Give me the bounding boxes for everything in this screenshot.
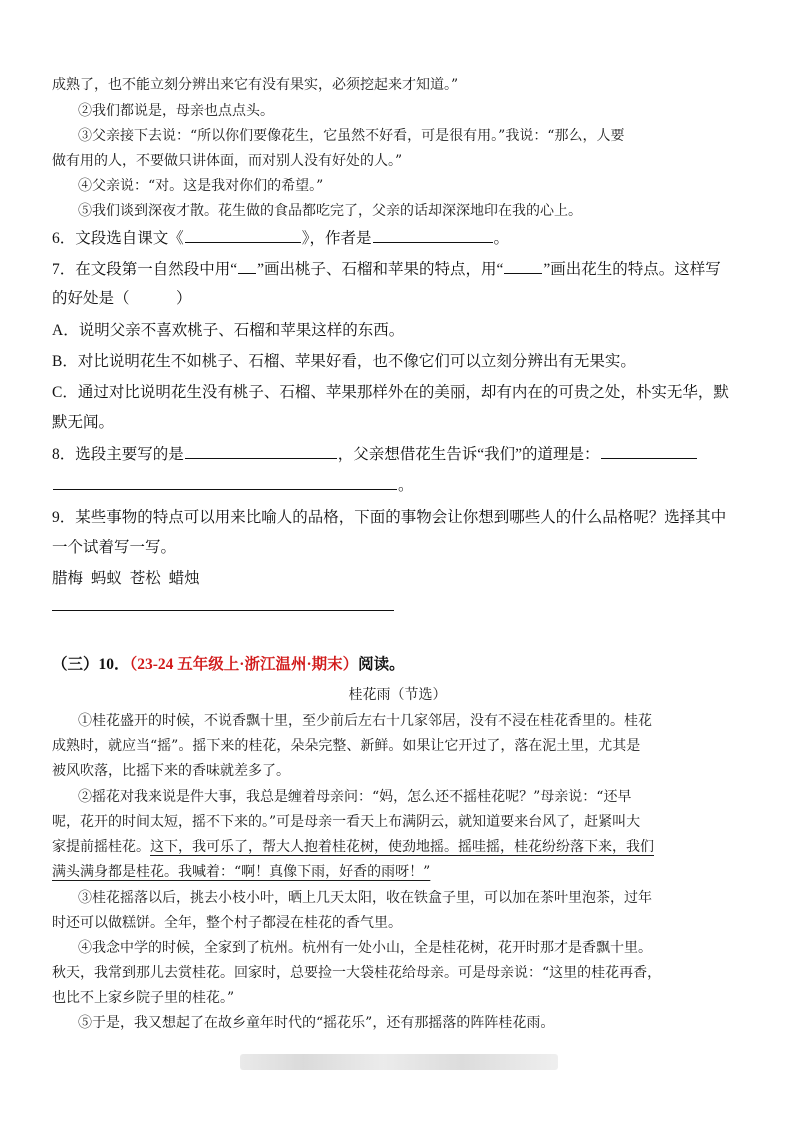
q6-suffix: 。	[493, 230, 510, 247]
q7-line2: 的好处是（ ）	[52, 290, 192, 307]
passage2-underlined-sentence-2: 满头满身都是桂花。我喊着：“啊！真像下雨，好香的雨呀！”	[52, 864, 431, 880]
q9-answer-line[interactable]	[52, 610, 394, 611]
blurred-footer-watermark	[240, 1054, 558, 1070]
passage1-paragraph-3b: 做有用的人，不要做只讲体面，而对别人没有好处的人。”	[52, 153, 403, 169]
q7-text-c: ”画出花生的特点。这样写	[543, 261, 721, 278]
option-c-line2: 默无闻。	[52, 414, 115, 431]
passage2-line2: 成熟时，就应当“摇”。摇下来的桂花，朵朵完整、新鲜。如果让它开过了，落在泥土里，尤其是	[52, 738, 641, 754]
q6-mid: 》，作者是	[301, 230, 372, 247]
option-b[interactable]: B．对比说明花生不如桃子、石榴、苹果好看，也不像它们可以立刻分辨出有无果实。	[52, 353, 636, 370]
section-3-source: （23-24 五年级上·浙江温州·期末）	[129, 656, 359, 673]
passage2-line4: ②摇花对我来说是件大事，我总是缠着母亲问：“妈，怎么还不摇桂花呢？”母亲说：“还早	[78, 789, 632, 805]
passage1-paragraph-2: ②我们都说是，母亲也点点头。	[78, 103, 274, 119]
passage2-title: 桂花雨（节选）	[348, 687, 447, 703]
q8-text-b: ，父亲想借花生告诉“我们”的道理是：	[337, 446, 600, 463]
q8-end: 。	[398, 477, 414, 494]
passage1-paragraph-3a: ③父亲接下去说：“所以你们要像花生，它虽然不好看，可是很有用。”我说：“那么，人要	[78, 128, 625, 144]
option-c-line1[interactable]: C．通过对比说明花生没有桃子、石榴、苹果那样外在的美丽，却有内在的可贵之处，朴实无华，默	[52, 384, 729, 401]
option-a[interactable]: A．说明父亲不喜欢桃子、石榴和苹果这样的东西。	[52, 322, 405, 339]
q8-text-a: 8．选段主要写的是	[52, 446, 184, 463]
q8-moral-blank-2[interactable]	[53, 474, 397, 490]
passage2-underlined-sentence-1: 这下，我可乐了，帮大人抱着桂花树，使劲地摇。摇哇摇，桂花纷纷落下来，我们	[150, 839, 654, 855]
passage1-paragraph-5: ⑤我们谈到深夜才散。花生做的食品都吃完了，父亲的话却深深地印在我的心上。	[78, 203, 582, 219]
q6-title-blank[interactable]	[185, 227, 301, 243]
q6-prefix: 6．文段选自课文《	[52, 230, 184, 247]
q6-author-blank[interactable]	[373, 227, 493, 243]
section-3-prefix: （三）10．	[52, 656, 130, 673]
passage2-line10: ④我念中学的时候，全家到了杭州。杭州有一处小山，全是桂花树，花开时那才是香飘十里。	[78, 940, 652, 956]
passage2-line12: 也比不上家乡院子里的桂花。”	[52, 990, 235, 1006]
q7-underline-sample-1	[238, 261, 256, 274]
passage1-line1: 成熟了，也不能立刻分辨出来它有没有果实，必须挖起来才知道。”	[52, 77, 459, 93]
question-8	[52, 442, 743, 464]
passage2-line3: 被风吹落，比摇下来的香味就差多了。	[52, 763, 290, 779]
passage2-line13: ⑤于是，我又想起了在故乡童年时代的“摇花乐”，还有那摇落的阵阵桂花雨。	[78, 1015, 555, 1031]
q7-underline-sample-2	[504, 261, 542, 274]
passage2-line7	[52, 861, 743, 881]
q7-text-b: ”画出桃子、石榴和苹果的特点，用“	[257, 261, 504, 278]
passage2-line5: 呢，花开的时间太短，摇不下来的。”可是母亲一看天上布满阴云，就知道要来台风了，赶紧叫大	[52, 814, 641, 830]
question-7	[52, 257, 743, 279]
passage2-line9: 时还可以做糕饼。全年，整个村子都浸在桂花的香气里。	[52, 915, 402, 931]
passage2-line1: ①桂花盛开的时候，不说香飘十里，至少前后左右十几家邻居，没有不浸在桂花香里的。桂花	[78, 713, 652, 729]
passage2-line11: 秋天，我常到那儿去赏桂花。回家时，总要捡一大袋桂花给母亲。可是母亲说：“这里的桂花再香，	[52, 965, 662, 981]
section-3-heading	[52, 652, 743, 674]
section-3-suffix: 阅读。	[358, 656, 405, 673]
question-6	[52, 226, 743, 248]
passage2-line6	[52, 836, 743, 856]
q8-main-content-blank[interactable]	[185, 443, 337, 459]
question-9-line2: 一个试着写一写。	[52, 539, 177, 556]
q7-text-a: 7．在文段第一自然段中用“	[52, 261, 238, 278]
q9-items: 腊梅 蚂蚁 苍松 蜡烛	[52, 570, 200, 587]
question-9-line1: 9．某些事物的特点可以用来比喻人的品格，下面的事物会让你想到哪些人的什么品格呢？选择其中	[52, 509, 727, 526]
q8-moral-blank-1[interactable]	[601, 443, 697, 459]
passage1-paragraph-4: ④父亲说：“对。这是我对你们的希望。”	[78, 178, 324, 194]
passage2-line6-plain: 家提前摇桂花。	[52, 839, 150, 855]
q8-line2	[52, 473, 743, 495]
passage2-line8: ③桂花摇落以后，挑去小枝小叶，晒上几天太阳，收在铁盒子里，可以加在茶叶里泡茶，过年	[78, 890, 652, 906]
